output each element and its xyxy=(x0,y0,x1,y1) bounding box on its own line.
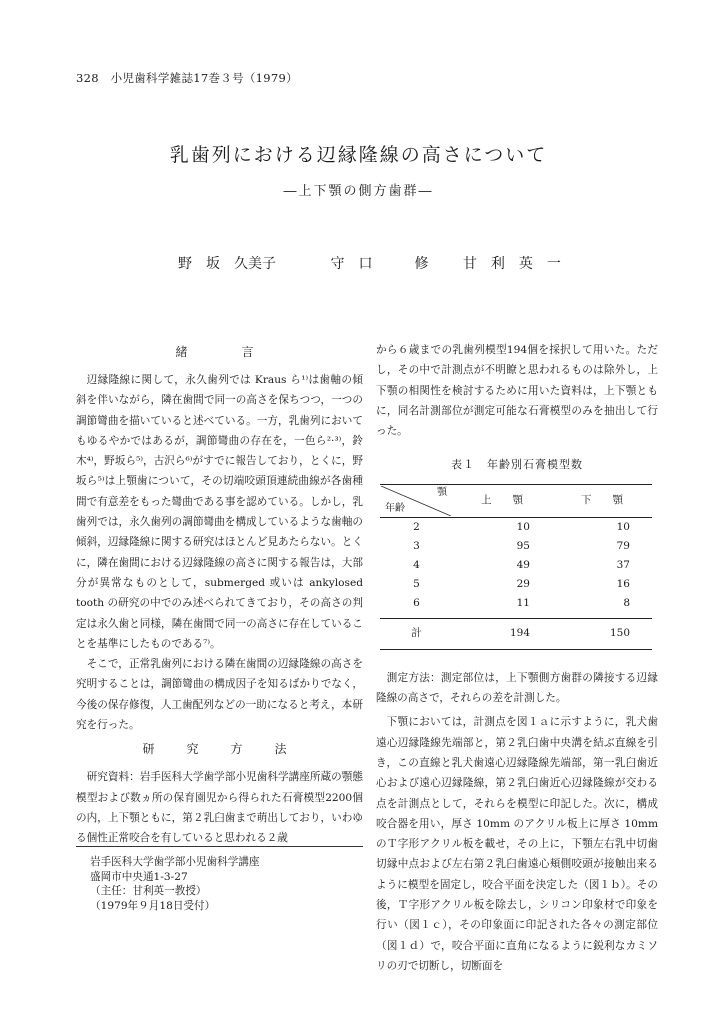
total-label-cell: 計 xyxy=(380,618,452,649)
table-row xyxy=(380,575,652,594)
table-row xyxy=(380,537,652,556)
methods-paragraph: 研究資料：岩手医科大学歯学部小児歯科学講座所蔵の顎態模型および数ヵ所の保育園児から得られた石膏模型2200個の内，上下顎ともに，第２乳臼歯まで萌出しており，いわゆる個性正常咬合を有していると思われる２歳 xyxy=(76,771,363,845)
method-paragraph-1: 測定方法：測定部位は，上下顎側方歯群の隣接する辺縁隆線の高さで，それらの差を計測した。 xyxy=(376,671,658,705)
age-cell: 3 xyxy=(413,539,420,552)
intro-paragraph-2: そこで，正常乳歯列における隣在歯間の辺縁隆線の高さを究明することは，調節彎曲の構成因子を知るばかりでなく，今後の保存修復，人工歯配列などの一助になると考え，本研究を行った。 xyxy=(76,658,363,732)
intro-paragraph-1: 辺縁隆線に関して，永久歯列では Kraus ら¹⁾は歯軸の傾斜を伴いながら，隣在歯間で同一の高さを保ちつつ，一つの調節彎曲を描いていると述べている。一方，乳歯列においてもゆるやかではあるが，調節彎曲の存在を，一色ら²·³⁾，鈴木⁴⁾，野坂ら⁵⁾，古沢ら⁶⁾がすでに報告しており，とくに，野坂ら⁵⁾は上顎歯について，その切端咬頭頂連続曲線が各歯種間で有意差をもった彎曲である事を認めている。しかし，乳歯列では，永久歯列の調節彎曲を構成しているような歯軸の傾斜，辺縁隆線に関する研究はほとんど見あたらない。とくに，隣在歯間における辺縁隆線の高さに関する報告は，大部分が異常なものとして，submerged 或いは ankylosed tooth の研究の中でのみ述べられてきており，その高さの判定は永久歯と同様，隣在歯間で同一の高さに存在していることを基準にしたものである⁷⁾。 xyxy=(76,374,363,650)
left-column xyxy=(76,340,363,849)
total-upper-cell: 194 xyxy=(452,618,552,649)
author-1: 野 坂 久美子 xyxy=(178,256,276,272)
table-total-row xyxy=(380,618,652,649)
footnote-line: （1979年９月18日受付） xyxy=(90,899,216,912)
total-lower-cell: 150 xyxy=(552,618,652,649)
footnote-line: 岩手医科大学歯学部小児歯科学講座 xyxy=(90,856,260,868)
upper-count-cell: 95 xyxy=(516,539,530,552)
age-cell: 2 xyxy=(413,520,420,533)
lower-count-cell: 16 xyxy=(616,577,630,590)
age-cell: 4 xyxy=(413,558,420,571)
article-title: 乳歯列における辺縁隆線の高さについて xyxy=(169,144,548,166)
upper-count-cell: 29 xyxy=(516,577,530,590)
lower-count-cell: 10 xyxy=(616,520,630,533)
corner-age-label: 年齢 xyxy=(385,502,405,514)
age-cell: 5 xyxy=(413,577,420,590)
table-row xyxy=(380,556,652,575)
table-row xyxy=(380,594,652,619)
running-header: 328 小児歯科学雑誌17巻３号（1979） xyxy=(76,71,298,85)
age-cell: 6 xyxy=(413,596,420,609)
table-row xyxy=(380,517,652,537)
upper-count-cell: 11 xyxy=(516,596,530,609)
author-list xyxy=(178,253,561,273)
intro-heading: 緒 言 xyxy=(175,345,264,359)
upper-count-cell: 10 xyxy=(516,520,530,533)
methods-heading: 研 究 方 法 xyxy=(142,742,297,757)
continuation-paragraph: から６歳までの乳歯列模型194個を採択して用いた。ただし，その中で計測点が不明瞭と思われるものは除外し，上下顎の相関性を検討するために用いた資料は，上下顎ともに，同名計測部位が測定可能な石膏模型のみを抽出して行った。 xyxy=(376,344,658,438)
column-header-upper: 上 顎 xyxy=(452,484,552,517)
footnote-line: 盛岡市中央通1-3-27 xyxy=(90,870,188,883)
table-title: 表１ 年齢別石膏模型数 xyxy=(451,458,583,472)
right-column xyxy=(376,340,658,976)
article-subtitle: ―上下顎の側方歯群― xyxy=(283,184,434,199)
affiliation-footnote xyxy=(76,846,363,913)
upper-count-cell: 49 xyxy=(516,558,530,571)
method-paragraph-2: 下顎においては，計測点を図１ａに示すように，乳犬歯遠心辺縁隆線先端部と，第２乳臼歯中央溝を結ぶ直線を引き，この直線と乳犬歯遠心辺縁隆線先端部，第一乳臼歯近心および遠心辺縁隆線，第２乳臼歯近心辺縁隆線が交わる点を計測点として，それらを模型に印記した。次に，構成咬合器を用い，厚さ 10mm のアクリル板上に厚さ 10mm のＴ字形アクリル板を載せ，その上に，下顎左右乳中切歯切縁中点および左右第２乳臼歯遠心頬側咬頭が接触出来るように模型を固定し，咬合平面を決定した（図１ｂ）。その後，Ｔ字形アクリル板を除去し，シリコン印象材で印象を行い（図１ｃ），その印象面に印記された各々の測定部位（図１ｄ）で，咬合平面に直角になるように鋭利なカミソリの刃で切断し，切断面を xyxy=(376,716,658,972)
corner-jaw-label: 顎 xyxy=(437,486,447,498)
table-corner-header xyxy=(380,484,452,517)
footnote-line: （主任：甘利英一教授） xyxy=(90,885,207,898)
model-count-table xyxy=(380,484,652,650)
author-2: 守 口 修 xyxy=(330,256,429,272)
column-header-lower: 下 顎 xyxy=(552,484,652,517)
lower-count-cell: 37 xyxy=(616,558,630,571)
lower-count-cell: 8 xyxy=(623,596,630,609)
author-3: 甘 利 英 一 xyxy=(462,256,561,272)
lower-count-cell: 79 xyxy=(616,539,630,552)
